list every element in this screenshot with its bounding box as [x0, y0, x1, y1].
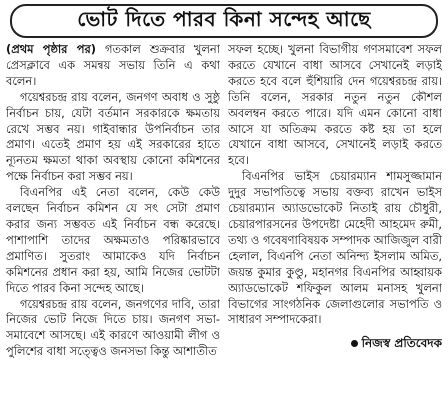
article-body [6, 42, 442, 403]
byline-text: নিজস্ব প্রতিবেদক [361, 336, 442, 351]
paragraph-5: সফল হচ্ছে। খুলনা বিভাগীয় গণসমাবেশ সফল করতে যেখানে বাধা আসবে সেখানেই লড়াই করতে হবে বলে হুঁশিয়ারি দেন গয়েশ্বরচন্দ্র রায়। তিনি বলেন, সরকার নতুন নতুন কৌশল অবলম্বন করতে পারে। যদি এমন কোনো বাধা আসে যা অতিক্রম করতে কষ্ট হয় তা হলে যেখানে বাধা আসবে, সেখানেই লড়াই করতে হবে। [228, 42, 442, 168]
byline [228, 336, 442, 352]
paragraph-6: বিএনপির ভাইস চেয়ারম্যান শামসুজ্জামান দুদুর সভাপতিত্বে সভায় বক্তব্য রাখেন ভাইস চেয়ারম্যান অ্যাডভোকেট নিতাই রায় চৌধুরী, চেয়ারপারসনের উপদেষ্টা মেহেদী আহমেদ রুমী, তথ্য ও গবেষণাবিষয়ক সম্পাদক আজিজুল বারী হেলাল, বিএনপি নেতা অনিন্দ্য ইসলাম অমিত, জয়ন্ত কুমার কুণ্ডু, মহানগর বিএনপির আহ্বায়ক অ্যাডভোকেট শফিকুল আলম মনাসহ খুলনা বিভাগের সাংগঠনিক জেলাগুলোর সভাপতি ও সাধারণ সম্পাদকেরা। [228, 169, 442, 327]
lead-tag: (প্রথম পৃষ্ঠার পর) [6, 42, 96, 56]
paragraph-3: বিএনপির এই নেতা বলেন, কেউ কেউ বলছেন নির্বাচন কমিশন যে সৎ সেটা প্রমাণ করার জন্য সম্ভবত এই নির্বাচন বন্ধ করেছে। পাশাপাশি তাদের অক্ষমতাও পরিষ্কারভাবে প্রমাণিত। সুতরাং আমাকেও যদি নির্বাচন কমিশনের প্রধান করা হয়, আমি নিজের ভোটটা দিতে পারব কিনা সন্দেহ আছে। [6, 185, 220, 295]
paragraph-2: গয়েশ্বরচন্দ্র রায় বলেন, জনগণ অবাধ ও সুষ্ঠু নির্বাচন চায়, যেটা বর্তমান সরকারকে ক্ষমতায় রেখে সম্ভব নয়। গাইবান্ধার উপনির্বাচন তার প্রমাণ। এতেই প্রমাণ হয় এই সরকারের হাতে ন্যূনতম ক্ষমতা থাকা অবস্থায় কোনো কমিশনের পক্ষে নির্বাচন করা সম্ভব নয়। [6, 89, 220, 184]
left-column [6, 42, 220, 403]
paragraph-1 [6, 42, 220, 90]
headline: ভোট দিতে পারব কিনা সন্দেহ আছে [10, 4, 438, 38]
paragraph-4: গয়েশ্বরচন্দ্র রায় বলেন, জনগণের দাবি, তারা নিজের ভোট নিজে দিতে চায়। জনগণ সভা-সমাবেশে আসছে। এই কারণে আওয়ামী লীগ ও পুলিশের বাধা সত্ত্বেও জনসভা কিন্তু আশাতীত [6, 296, 220, 359]
paragraph-1-text: গতকাল শুক্রবার খুলনা প্রেসক্লাবে এক সমন্বয় সভায় তিনি এ কথা বলেন। [6, 42, 220, 88]
right-column [228, 42, 442, 403]
bullet-icon [351, 340, 358, 347]
